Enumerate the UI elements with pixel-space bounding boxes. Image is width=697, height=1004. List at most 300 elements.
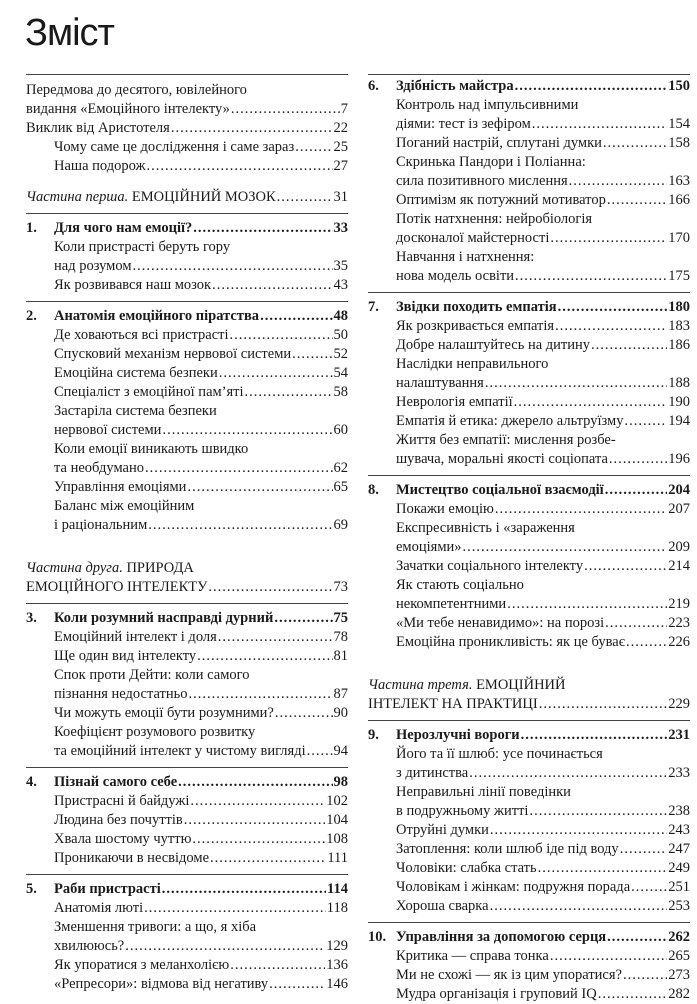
toc-entry [368, 431, 690, 469]
page-number: 25 [333, 139, 348, 155]
toc-entry-title: Емоційний інтелект і доля [54, 629, 217, 645]
page-number: 58 [333, 384, 348, 400]
toc-entry [26, 918, 348, 956]
page-number: 175 [668, 268, 690, 284]
leader-dots [260, 307, 332, 326]
page-number: 188 [668, 375, 690, 391]
chapter-6 [368, 77, 690, 286]
leader-dots [485, 374, 667, 393]
chapter-title: Управління за допомогою серця [396, 929, 607, 945]
toc-entry-row [54, 478, 348, 497]
toc-entry-row [396, 412, 690, 431]
toc-entry [368, 897, 690, 916]
toc-entry-row [396, 450, 690, 469]
toc-entry-row [54, 849, 348, 868]
leader-dots [515, 77, 668, 96]
chapter-number: 10. [368, 929, 387, 945]
chapter-title-wrap [368, 726, 520, 745]
chapter-title: Раби пристрасті [54, 881, 161, 897]
chapter-number: 8. [368, 482, 379, 498]
page-number: 249 [668, 860, 690, 876]
leader-dots [193, 219, 332, 238]
chapter-heading [26, 609, 348, 628]
toc-entry-row [396, 614, 690, 633]
toc-entry [26, 402, 348, 440]
leader-dots [197, 647, 332, 666]
leader-dots [521, 726, 668, 745]
toc-entry-row [54, 685, 348, 704]
page-number: 186 [668, 337, 690, 353]
toc-entry-row [54, 647, 348, 666]
page-number: 262 [668, 929, 690, 945]
leader-dots [490, 821, 667, 840]
leader-dots [218, 628, 333, 647]
toc-entry [368, 317, 690, 336]
toc-entry [26, 440, 348, 478]
page-number: 114 [327, 881, 348, 897]
leader-dots [550, 947, 667, 966]
toc-entry-title: Добре налаштуйтесь на дитину [396, 337, 591, 353]
page-number: 104 [326, 812, 348, 828]
chapter-10 [368, 928, 690, 1004]
toc-entry-title: Анатомія люті [54, 900, 144, 916]
toc-entry-line: Скринька Пандори і Поліанна: [396, 154, 586, 170]
toc-entry [26, 975, 348, 994]
leader-dots [514, 393, 668, 412]
toc-entry-title: «Репресори»: відмова від негативу [54, 976, 269, 992]
toc-entry [26, 899, 348, 918]
page-number: 204 [668, 482, 690, 498]
page-number: 229 [668, 696, 690, 712]
page-number: 166 [668, 192, 690, 208]
page-number: 253 [668, 898, 690, 914]
leader-dots [469, 764, 667, 783]
toc-entry [26, 849, 348, 868]
page-number: 62 [333, 460, 348, 476]
leader-dots [529, 802, 667, 821]
leader-dots [626, 633, 667, 652]
toc-entry [26, 478, 348, 497]
toc-entry-line: Коли пристрасті беруть гору [54, 239, 231, 255]
toc-entry-title: Проникаючи в несвідоме [54, 850, 210, 866]
chapter-title-wrap [368, 481, 604, 500]
toc-entry [368, 336, 690, 355]
page-number: 136 [326, 957, 348, 973]
toc-entry-title: Управління емоціями [54, 479, 187, 495]
toc-entry-title: Поганий настрій, сплутані думки [396, 135, 602, 151]
toc-entry-title: налаштування [396, 375, 484, 391]
toc-entry-title: Спеціаліст з емоційної пам’яті [54, 384, 244, 400]
page-number: 223 [668, 615, 690, 631]
chapter-number: 6. [368, 78, 379, 94]
leader-dots [190, 792, 325, 811]
divider [26, 767, 348, 768]
leader-dots [609, 450, 667, 469]
leader-dots [515, 267, 667, 286]
toc-entry-row [396, 947, 690, 966]
leader-dots [147, 157, 333, 176]
chapter-heading [26, 307, 348, 326]
toc-entry [368, 134, 690, 153]
chapter-title-wrap [26, 307, 259, 326]
toc-entry-title: Зачатки соціального інтелекту [396, 558, 584, 574]
toc-entry [368, 840, 690, 859]
toc-entry-row [396, 859, 690, 878]
chapter-7 [368, 298, 690, 469]
toc-entry-row [54, 704, 348, 723]
part-heading-3 [368, 676, 690, 714]
part-title: ЕМОЦІЙНИЙ МОЗОК [131, 189, 276, 205]
chapter-title: Коли розумний насправді дурний [54, 610, 274, 626]
leader-dots [624, 412, 667, 431]
part-title-line-2: ІНТЕЛЕКТ НА ПРАКТИЦІ [368, 696, 538, 712]
chapter-title: Здібність майстра [396, 78, 514, 94]
page-number: 69 [333, 517, 348, 533]
toc-entry-row [396, 229, 690, 248]
leader-dots [292, 345, 332, 364]
toc-entry-title: нервової системи [54, 422, 162, 438]
toc-entry-line: Потік натхнення: нейробіологія [396, 211, 593, 227]
part-heading-2 [26, 559, 348, 597]
page-number: 251 [668, 879, 690, 895]
toc-entry [368, 947, 690, 966]
toc-entry-line: Баланс між емоційним [54, 498, 195, 514]
toc-entry [368, 393, 690, 412]
leader-dots [631, 878, 667, 897]
page-number: 27 [333, 158, 348, 174]
page-number: 214 [668, 558, 690, 574]
toc-entry [368, 557, 690, 576]
toc-entry [26, 383, 348, 402]
toc-entry [26, 345, 348, 364]
page-number: 194 [668, 413, 690, 429]
chapter-number: 7. [368, 299, 379, 315]
toc-entry-row [54, 516, 348, 535]
toc-entry [368, 412, 690, 431]
toc-entry-row [54, 276, 348, 295]
chapter-number: 9. [368, 727, 379, 743]
page-number: 7 [340, 101, 348, 117]
toc-entry [26, 666, 348, 704]
page-number: 190 [668, 394, 690, 410]
toc-entry [368, 96, 690, 134]
chapter-title-wrap [26, 773, 177, 792]
toc-entry-title: Критика — справа тонка [396, 948, 549, 964]
toc-entry-line: Спок проти Дейти: коли самого [54, 667, 250, 683]
chapter-title-wrap [26, 880, 161, 899]
leader-dots [162, 421, 332, 440]
toc-entry-title: Виклик від Аристотеля [26, 120, 170, 136]
leader-dots [269, 975, 325, 994]
toc-entry-title: хвилююсь? [54, 938, 125, 954]
chapter-title-wrap [368, 928, 606, 947]
page-number: 54 [333, 365, 348, 381]
toc-entry [368, 614, 690, 633]
leader-dots [189, 685, 333, 704]
leader-dots [620, 840, 668, 859]
page-number: 98 [333, 774, 348, 790]
leader-dots [463, 538, 668, 557]
chapter-4 [26, 773, 348, 868]
page-number: 78 [333, 629, 348, 645]
leader-dots [550, 229, 667, 248]
page-number: 73 [333, 579, 348, 595]
toc-entry-row [54, 830, 348, 849]
page-number: 81 [333, 648, 348, 664]
toc-entry-row [396, 840, 690, 859]
leader-dots [555, 317, 667, 336]
chapter-heading [368, 77, 690, 96]
leader-dots [591, 336, 667, 355]
page-number: 233 [668, 765, 690, 781]
toc-entry-row [54, 326, 348, 345]
toc-entry [26, 238, 348, 276]
divider [368, 922, 690, 923]
toc-entry-line: Його та її шлюб: усе починається [396, 746, 603, 762]
toc-entry [368, 500, 690, 519]
page-number: 65 [333, 479, 348, 495]
toc-entry-title: видання «Емоційного інтелекту» [26, 101, 230, 117]
toc-entry-title: Чи можуть емоції бути розумними? [54, 705, 274, 721]
leader-dots [598, 985, 668, 1004]
toc-entry-row [54, 811, 348, 830]
divider [26, 74, 348, 75]
divider [368, 74, 690, 75]
toc-entry-row [54, 975, 348, 994]
toc-entry-title: Оптимізм як потужний мотиватор [396, 192, 606, 208]
toc-entry-row [54, 628, 348, 647]
toc-entry [26, 723, 348, 761]
page-number: 265 [668, 948, 690, 964]
toc-entry-row [54, 364, 348, 383]
toc-entry [368, 248, 690, 286]
toc-entry-title: Хвала шостому чуттю [54, 831, 192, 847]
page-number: 31 [333, 189, 348, 205]
leader-dots [212, 276, 332, 295]
toc-entry-line: Коефіцієнт розумового розвитку [54, 724, 256, 740]
toc-intro-group [26, 81, 348, 176]
toc-entry [368, 355, 690, 393]
leader-dots [569, 172, 668, 191]
toc-entry [368, 878, 690, 897]
chapter-title-wrap [26, 219, 192, 238]
toc-entry-title: шувача, моральні якості соціопата [396, 451, 608, 467]
toc-entry-line: Коли емоції виникають швидко [54, 441, 249, 457]
divider [26, 874, 348, 875]
divider [368, 292, 690, 293]
leader-dots [187, 478, 332, 497]
toc-entry-row [396, 115, 690, 134]
toc-entry-row [54, 899, 348, 918]
leader-dots [558, 298, 668, 317]
toc-entry [26, 276, 348, 295]
toc-entry-line: Навчання і натхнення: [396, 249, 535, 265]
toc-entry-title: «Ми тебе ненавидимо»: на порозі [396, 615, 605, 631]
leader-dots [532, 115, 668, 134]
toc-entry [368, 576, 690, 614]
toc-entry-title: емоціями» [396, 539, 462, 555]
part-label: Частина перша. [26, 189, 129, 205]
toc-entry-row [54, 421, 348, 440]
leader-dots [490, 897, 668, 916]
chapter-heading [26, 880, 348, 899]
chapter-heading [368, 726, 690, 745]
divider [368, 475, 690, 476]
page-number: 50 [333, 327, 348, 343]
leader-dots [623, 966, 667, 985]
page-number: 129 [326, 938, 348, 954]
leader-dots [607, 191, 667, 210]
page-number: 247 [668, 841, 690, 857]
toc-left-column [26, 74, 348, 994]
toc-entry-row [54, 257, 348, 276]
toc-entry-title: некомпетентними [396, 596, 507, 612]
page-number: 33 [333, 220, 348, 236]
toc-entry-title: та необдумано [54, 460, 144, 476]
divider [368, 720, 690, 721]
toc-entry-title: Як упоратися з меланхолією [54, 957, 230, 973]
chapter-number: 3. [26, 610, 37, 626]
page-number: 183 [668, 318, 690, 334]
toc-entry-row [396, 500, 690, 519]
chapter-1 [26, 219, 348, 295]
toc-entry-row [54, 138, 348, 157]
toc-entry-row [396, 557, 690, 576]
chapter-heading [368, 928, 690, 947]
page-number: 154 [668, 116, 690, 132]
toc-entry-title: Емоційна система безпеки [54, 365, 218, 381]
part-label: Частина друга. [26, 560, 123, 576]
chapter-number: 1. [26, 220, 37, 236]
toc-entry [368, 985, 690, 1004]
leader-dots [171, 119, 333, 138]
leader-dots [133, 257, 333, 276]
toc-entry-title: Неврологія емпатії [396, 394, 513, 410]
chapter-heading [368, 481, 690, 500]
toc-entry-row [26, 119, 348, 138]
toc-entry-row [396, 595, 690, 614]
chapter-5 [26, 880, 348, 994]
toc-entry-row [54, 792, 348, 811]
chapter-title: Мистецтво соціальної взаємодії [396, 482, 604, 498]
toc-entry-title: Чоловікам і жінкам: подружня порада [396, 879, 631, 895]
leader-dots [145, 459, 333, 478]
toc-entry [26, 956, 348, 975]
leader-dots [144, 899, 326, 918]
toc-entry-title: Емпатія й етика: джерело альтруїзму [396, 413, 624, 429]
leader-dots [125, 937, 325, 956]
toc-entry [26, 364, 348, 383]
page-number: 196 [668, 451, 690, 467]
toc-entry-title: сила позитивного мислення [396, 173, 568, 189]
leader-dots [274, 609, 332, 628]
toc-entry-title: Покажи емоцію [396, 501, 494, 517]
toc-entry [26, 647, 348, 666]
leader-dots [584, 557, 667, 576]
toc-entry-row [396, 393, 690, 412]
toc-entry [26, 138, 348, 157]
toc-entry [368, 633, 690, 652]
leader-dots [230, 956, 325, 975]
toc-entry [26, 157, 348, 176]
chapter-9 [368, 726, 690, 916]
page-number: 87 [333, 686, 348, 702]
toc-entry-row [396, 633, 690, 652]
leader-dots [538, 859, 668, 878]
toc-entry [26, 119, 348, 138]
chapter-3 [26, 609, 348, 761]
leader-dots [230, 326, 333, 345]
page-number: 94 [333, 743, 348, 759]
toc-entry-title: Чому саме це дослідження і саме зараз [54, 139, 295, 155]
toc-entry-title: Ми не схожі — як із цим упоратися? [396, 967, 622, 983]
chapter-number: 2. [26, 308, 37, 324]
leader-dots [178, 773, 332, 792]
toc-entry-line: Передмова до десятого, ювілейного [26, 82, 247, 98]
chapter-title-wrap [368, 298, 557, 317]
page-number: 180 [668, 299, 690, 315]
toc-entry [368, 783, 690, 821]
toc-entry-title: Мудра організація і груповий IQ [396, 986, 597, 1002]
toc-entry [26, 704, 348, 723]
leader-dots [607, 928, 667, 947]
toc-entry-row [396, 172, 690, 191]
leader-dots [184, 811, 325, 830]
page-title: Зміст [25, 12, 114, 54]
toc-entry-title: над розумом [54, 258, 132, 274]
page-number: 75 [333, 610, 348, 626]
toc-entry-line: Наслідки неправильного [396, 356, 549, 372]
toc-right-column [368, 74, 690, 1004]
toc-entry-line: Контроль над імпульсивними [396, 97, 579, 113]
toc-entry-row [54, 956, 348, 975]
toc-entry [26, 326, 348, 345]
leader-dots [295, 138, 332, 157]
toc-entry-title: Як розвивався наш мозок [54, 277, 212, 293]
toc-entry-row [54, 937, 348, 956]
toc-entry-title: з дитинства [396, 765, 469, 781]
page-number: 52 [333, 346, 348, 362]
page-number: 282 [668, 986, 690, 1002]
toc-entry [26, 81, 348, 119]
chapter-heading [368, 298, 690, 317]
toc-entry-row [54, 459, 348, 478]
toc-entry-row [396, 191, 690, 210]
leader-dots [162, 880, 326, 899]
page-number: 150 [668, 78, 690, 94]
toc-entry-line: Як стають соціально [396, 577, 524, 593]
toc-entry-title: і раціональним [54, 517, 148, 533]
chapter-heading [26, 219, 348, 238]
divider [26, 301, 348, 302]
toc-entry-row [396, 374, 690, 393]
page-number: 108 [326, 831, 348, 847]
leader-dots [605, 614, 667, 633]
leader-dots [245, 383, 333, 402]
part-heading-1 [26, 188, 348, 207]
toc-entry-title: пізнання недостатньо [54, 686, 188, 702]
toc-entry-row [396, 538, 690, 557]
toc-entry [26, 792, 348, 811]
leader-dots [507, 595, 667, 614]
toc-entry-row [396, 897, 690, 916]
page-number: 226 [668, 634, 690, 650]
toc-entry-title: нова модель освіти [396, 268, 515, 284]
leader-dots [605, 481, 668, 500]
page-number: 209 [668, 539, 690, 555]
toc-entry-row [396, 802, 690, 821]
chapter-number: 4. [26, 774, 37, 790]
